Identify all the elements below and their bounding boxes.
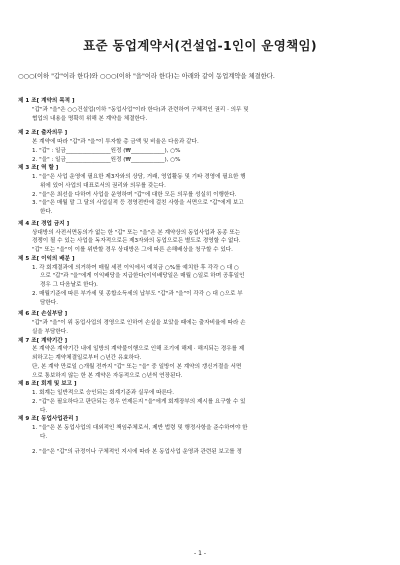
article-line: 2. 매월기준에 따른 부가세 및 종합소득세의 납부도 "갑"과 "을"이 각각 ○ 대 ○으로 부 [32, 290, 243, 297]
article-line: 3. "을"은 매월 말 그 달의 사업실적 등 경영전반에 걸친 사항을 서면으로 "갑"에게 보고 [32, 200, 244, 207]
article-line: 경우 그 다음날로 한다). [40, 282, 98, 288]
article-line: 1. "갑" : 일금________________원정 (₩____________), ○% [32, 147, 181, 154]
article-heading: 제 2 조[ 출자의무 ] [18, 130, 68, 137]
document-body [18, 97, 386, 456]
article-8 [18, 380, 386, 415]
article-line: 2. "을" : 일금________________원정 (₩____________), ○% [32, 156, 181, 163]
article-line: 경쟁이 될 수 있는 사업을 독자적으로든 제3자와의 동업으로든 별도로 경영할 수 없다. [32, 238, 241, 245]
article-line: 2. "을"은 "갑"의 규정이나 구체적인 지시에 따라 본 동업사업 운영과 관련된 보고를 정 [32, 448, 242, 455]
document-title: 표준 동업계약서(건설업-1인이 운영책임) [83, 38, 317, 53]
article-line: 다. [40, 407, 48, 414]
article-4 [18, 220, 386, 255]
article-heading: 제 5 조[ 이익의 배분 ] [18, 255, 75, 262]
article-line: 본 계약은 계약기간 내에 일방의 계약불이행으로 인해 조기에 해제 · 해지되는 경우를 제 [32, 346, 245, 353]
article-line: 본 계약에 따라 "갑"과 "을"이 투자할 총 금액 및 비율은 다음과 같다. [32, 139, 199, 145]
article-line: 1. "을"은 본 동업사업의 대외적인 책임주체로서, 제반 법령 및 행정사항을 준수하여야 한 [32, 425, 248, 431]
article-1 [18, 97, 386, 123]
article-heading: 제 3 조[ 역 할 ] [18, 165, 59, 172]
article-2 [18, 129, 386, 164]
article-line: 실을 부담한다. [32, 328, 68, 335]
page-number: - 1 - [194, 550, 206, 557]
article-line: 위에 있어 사업의 대표로서의 권리와 의무를 갖는다. [40, 182, 166, 189]
article-3 [18, 164, 386, 217]
article-line: 으로 "갑"과 "을"에게 이익배당을 지급한다(이익배당일은 매월 ○일로 하며 공휴일인 [40, 273, 245, 280]
article-line: 상대방의 사전서면동의가 없는 한 "갑" 또는 "을"은 본 계약상의 동업사업과 동종 또는 [32, 229, 241, 236]
article-line: 한다. [40, 209, 53, 215]
article-heading: 제 9 조[ 동업사업관리 ] [18, 416, 79, 423]
article-heading: 제 6 조[ 손실부담 ] [18, 311, 68, 318]
article-line: 1. 각 회계결과에 의거하여 매월 세전 이익에서 예치금 ○%를 예치한 후 각각 ○ 대 ○ [32, 264, 239, 271]
article-line: 2. "갑"은 필요하다고 판단되는 경우 언제든지 "을"에게 회계장부의 제시를 요구할 수 있 [32, 398, 246, 405]
article-line: 외하고는 계약체결일로부터 ○년간 유효하다. [32, 355, 142, 361]
article-line: 1. 회계는 일반적으로 승인되는 회계기준과 실무에 따른다. [32, 390, 175, 396]
article-heading: 제 1 조[ 계약의 목적 ] [18, 98, 75, 104]
article-line: 단, 본 계약 만료일 ○개월 전까지 "갑" 또는 "을" 중 일방이 본 계약의 갱신거절을 서면 [32, 363, 242, 370]
article-line: "갑"과 "을"이 위 동업사업의 경영으로 인하여 손실을 보았을 때에는 출자비율에 따라 손 [32, 320, 246, 326]
article-line: 담한다. [40, 299, 58, 306]
article-line: "갑"과 "을"은 ○○건설업(이하 "동업사업"이라 한다)과 관련하여 구체적인 권리 · 의무 및 [32, 106, 249, 113]
article-line: 협업의 내용을 명확히 위해 본 계약을 체결한다. [32, 115, 148, 122]
article-line: 으로 통보하지 않는 한 본 계약은 자동적으로 ○년씩 연장된다. [32, 372, 183, 379]
intro-paragraph: ○○○(이하 "갑"이라 한다)와 ○○○(이하 "을"이라 한다)는 아래와 같이 동업계약을 체결한다. [18, 73, 275, 80]
article-7 [18, 337, 386, 381]
article-line: 2. "을"은 최선을 다하여 사업을 운영하며 "갑"에 대한 모든 의무를 성실히 이행한다. [32, 191, 237, 198]
article-heading: 제 4 조[ 경업 금지 ] [18, 220, 70, 227]
article-heading: 제 7 조[ 계약기간 ] [18, 337, 68, 344]
article-9 [18, 415, 386, 456]
article-line: 다. [40, 433, 48, 440]
article-line: "갑" 또는 "을"이 이를 위반할 경우 상대방은 그에 따른 손해배상을 청구할 수 있다. [32, 247, 233, 253]
article-line: 1. "을"은 사업 운영에 필요한 제3자와의 상담, 거래, 영업활동 및 기타 경영에 필요한 행 [32, 174, 246, 180]
article-6 [18, 310, 386, 336]
article-heading: 제 8 조[ 회계 및 보고 ] [18, 381, 77, 388]
article-5 [18, 255, 386, 308]
